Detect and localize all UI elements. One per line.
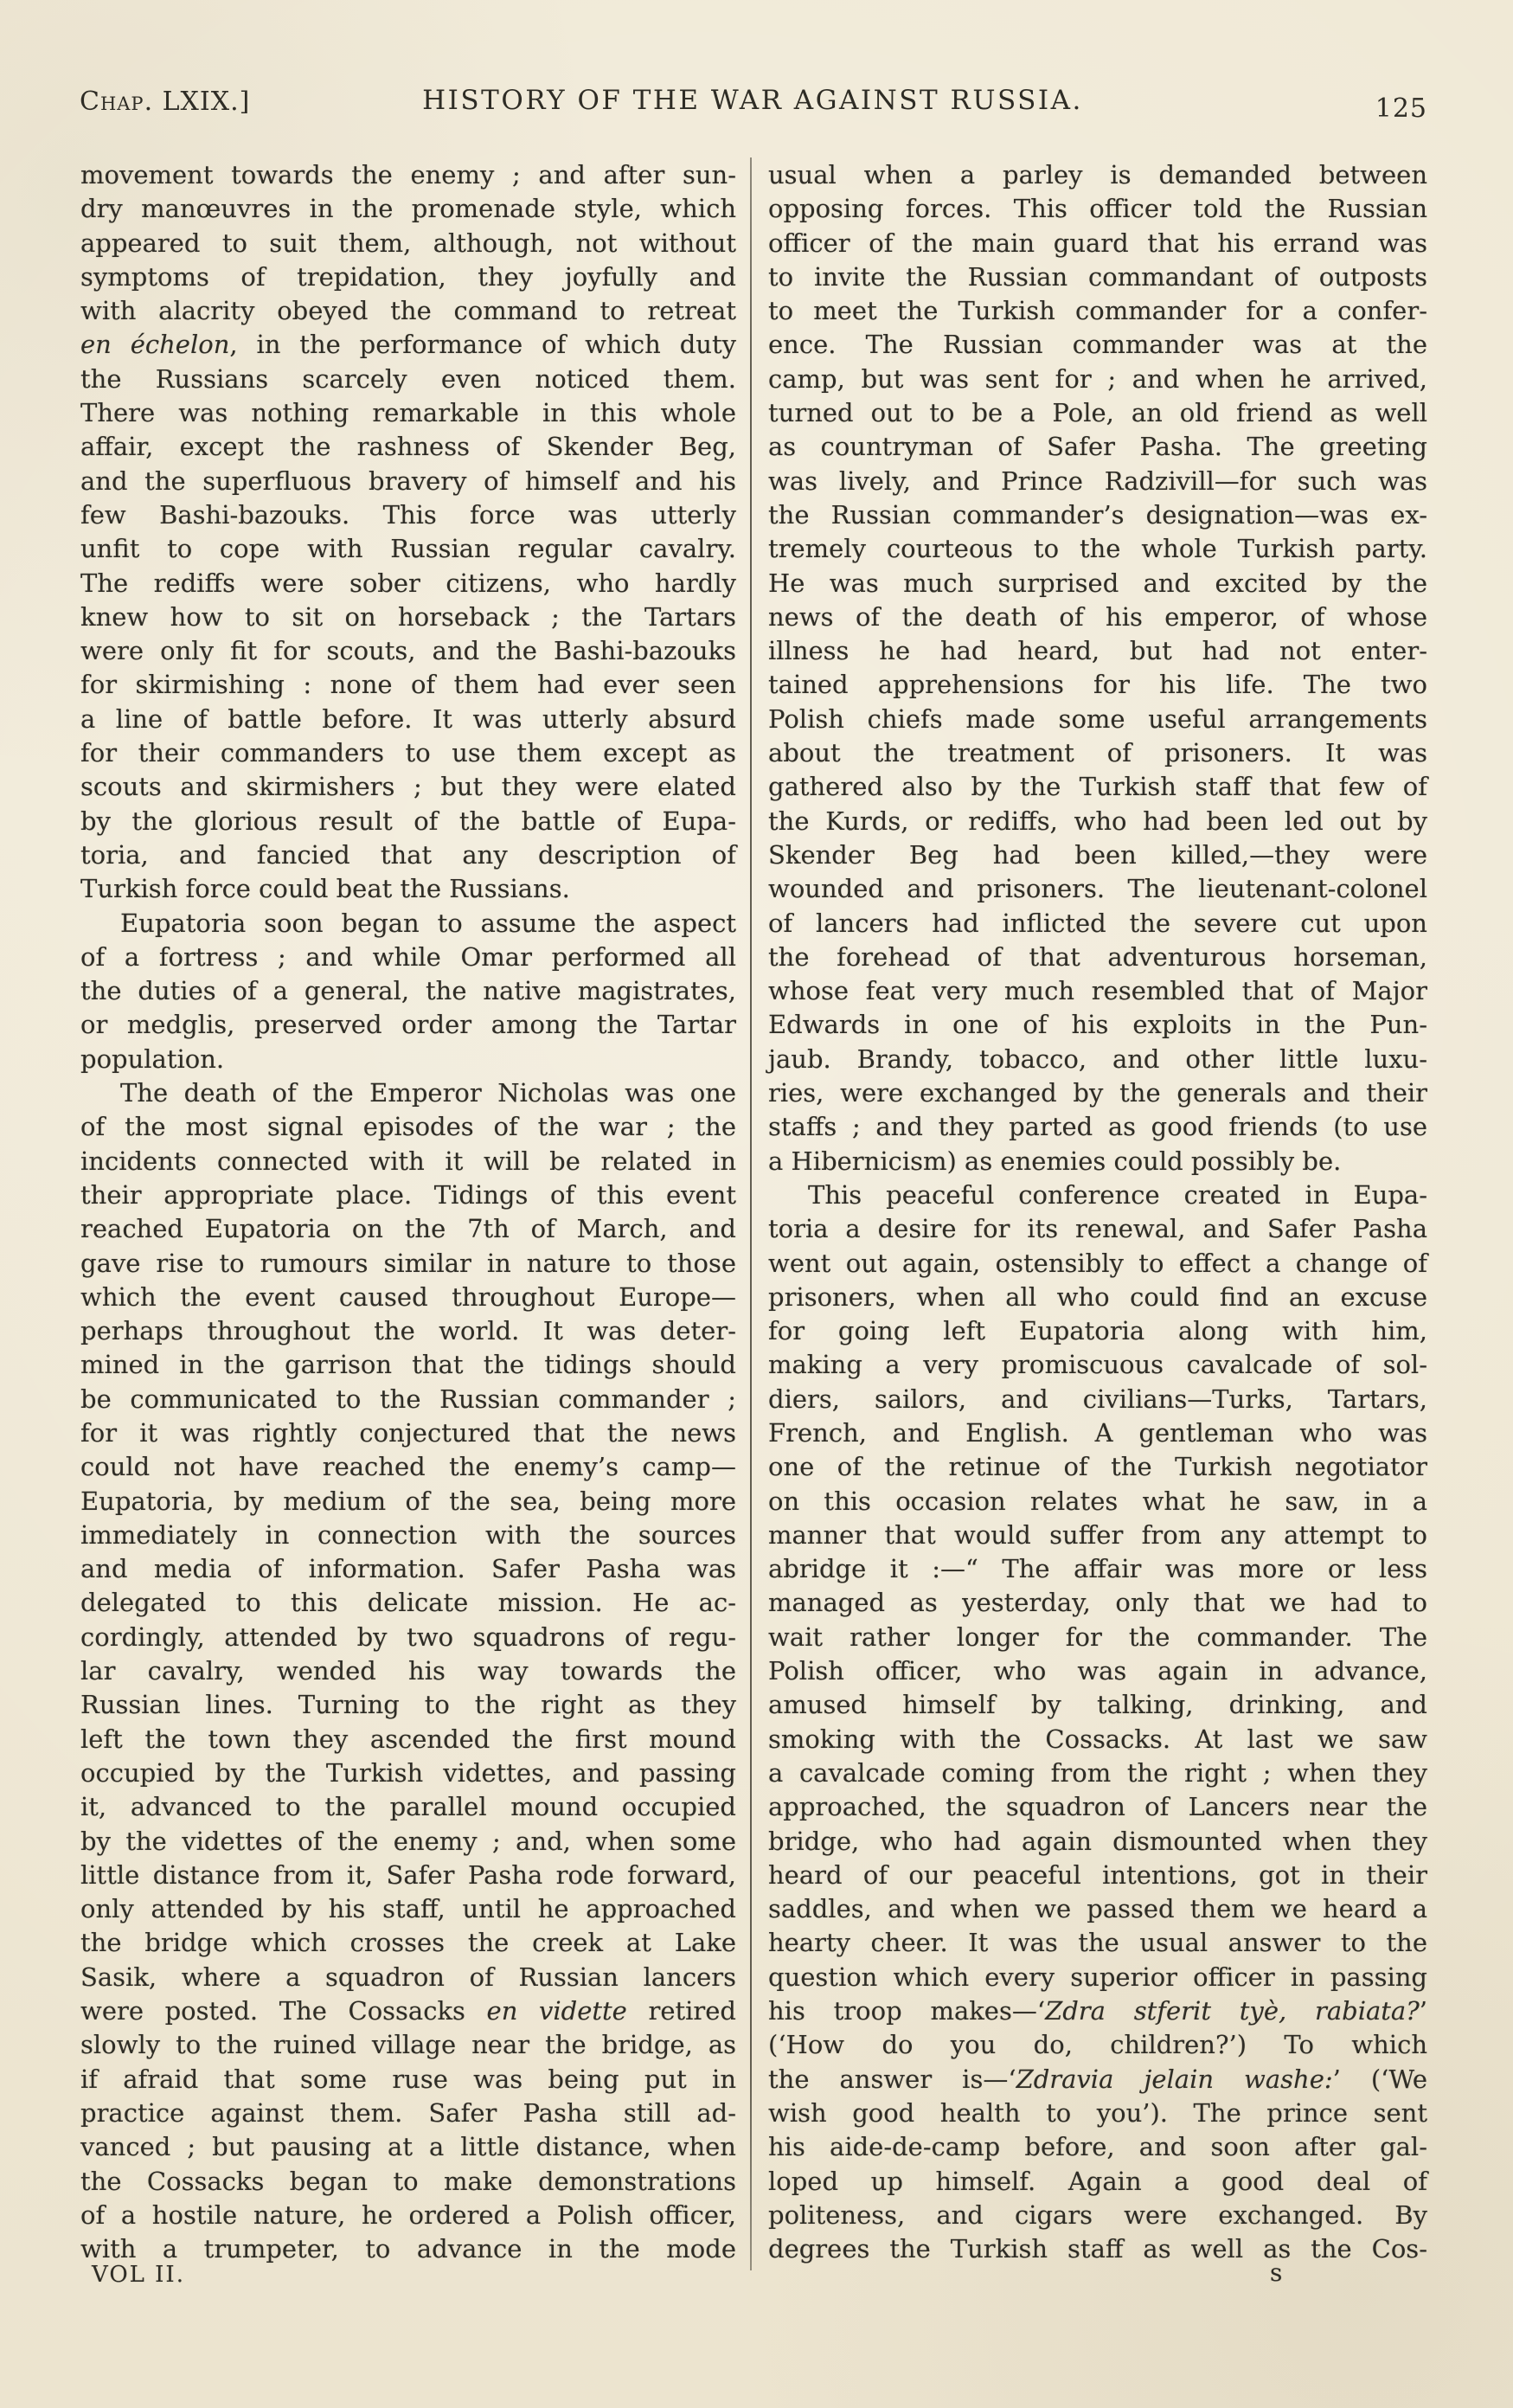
text-line: ries, were exchanged by the generals and their [768, 1078, 1427, 1108]
text-line: politeness, and cigars were exchanged. By [768, 2199, 1427, 2230]
text-line: usual when a parley is demanded between [768, 160, 1427, 189]
text-line: (‘How do you do, children?’) To which [768, 2030, 1427, 2060]
text-line: cordingly, attended by two squadrons of regu- [80, 1621, 736, 1652]
text-line: Russian lines. Turning to the right as they [80, 1690, 736, 1720]
text-line: loped up himself. Again a good deal of [768, 2166, 1427, 2196]
signature-mark: s [1270, 2258, 1283, 2287]
text-line: was lively, and Prince Radzivill—for such was [768, 466, 1427, 496]
text-line: Eupatoria soon began to assume the aspect [120, 908, 736, 938]
text-line: for going left Eupatoria along with him, [768, 1316, 1427, 1346]
text-line: and media of information. Safer Pasha was [80, 1554, 736, 1584]
text-line: for skirmishing : none of them had ever seen [80, 670, 736, 700]
text-line: few Bashi-bazouks. This force was utterly [80, 499, 736, 530]
text-line: the bridge which crosses the creek at Lake [80, 1928, 736, 1958]
text-line: camp, but was sent for ; and when he arrived, [768, 363, 1427, 394]
text-line: approached, the squadron of Lancers near the [768, 1792, 1427, 1822]
text-line: it, advanced to the parallel mound occupied [80, 1792, 736, 1822]
text-line: could not have reached the enemy’s camp— [80, 1452, 736, 1482]
text-line: if afraid that some ruse was being put in [80, 2064, 736, 2094]
text-line: illness he had heard, but had not enter- [768, 636, 1427, 666]
text-line: There was nothing remarkable in this whole [80, 398, 736, 428]
text-line: on this occasion relates what he saw, in a [768, 1486, 1427, 1516]
text-line: as countryman of Safer Pasha. The greeting [768, 432, 1427, 462]
text-line: toria, and fancied that any description of [80, 839, 736, 870]
text-line: whose feat very much resembled that of Major [768, 976, 1427, 1006]
text-line: appeared to suit them, although, not without [80, 228, 736, 258]
text-line: which the event caused throughout Europe— [80, 1281, 736, 1312]
text-line: managed as yesterday, only that we had to [768, 1588, 1427, 1618]
text-line: diers, sailors, and civilians—Turks, Tartars, [768, 1384, 1427, 1414]
text-line: or medglis, preserved order among the Tartar [80, 1010, 736, 1040]
text-line: a cavalcade coming from the right ; when they [768, 1757, 1427, 1788]
text-line: toria a desire for its renewal, and Safer Pasha [768, 1214, 1427, 1244]
text-line: went out again, ostensibly to effect a change of [768, 1248, 1427, 1278]
text-line: occupied by the Turkish videttes, and passing [80, 1757, 736, 1788]
text-line: the Cossacks began to make demonstrations [80, 2166, 736, 2196]
text-line: ence. The Russian commander was at the [768, 330, 1427, 360]
text-line: a Hibernicism) as enemies could possibly be. [768, 1146, 1342, 1176]
text-line: affair, except the rashness of Skender Beg, [80, 432, 736, 462]
text-line: symptoms of trepidation, they joyfully and [80, 261, 736, 292]
text-line: to invite the Russian commandant of outposts [768, 261, 1427, 292]
text-line: French, and English. A gentleman who was [768, 1417, 1427, 1448]
text-line: unfit to cope with Russian regular cavalry. [80, 534, 736, 564]
text-line: wish good health to you’). The prince sent [768, 2097, 1427, 2128]
text-line: tained apprehensions for his life. The two [768, 670, 1427, 700]
text-line: saddles, and when we passed them we heard a [768, 1894, 1427, 1924]
text-line: population. [80, 1043, 225, 1074]
text-line: were only fit for scouts, and the Bashi-bazouks [80, 636, 736, 666]
text-line: for it was rightly conjectured that the news [80, 1417, 736, 1448]
text-line: bridge, who had again dismounted when they [768, 1826, 1427, 1856]
text-line: the Russians scarcely even noticed them. [80, 363, 736, 394]
text-line: to meet the Turkish commander for a confer- [768, 296, 1427, 326]
chapter-label: Chap. LXIX.] [80, 87, 251, 117]
left-text-column [80, 158, 736, 2266]
text-line: gave rise to rumours similar in nature to those [80, 1248, 736, 1278]
text-line: vanced ; but pausing at a little distance, when [80, 2132, 736, 2162]
volume-label: VOL II. [92, 2262, 185, 2288]
text-line: the duties of a general, the native magistrates, [80, 976, 736, 1006]
text-line: degrees the Turkish staff as well as the Cos- [768, 2234, 1427, 2264]
text-line: movement towards the enemy ; and after sun- [80, 160, 736, 189]
text-line: the answer is—‘Zdravia jelain washe:’ (‘We [768, 2064, 1427, 2094]
text-line: of the most signal episodes of the war ; the [80, 1112, 736, 1142]
text-line: abridge it :—“ The affair was more or less [768, 1554, 1427, 1584]
text-line: Turkish force could beat the Russians. [80, 874, 570, 904]
text-line: reached Eupatoria on the 7th of March, and [80, 1214, 736, 1244]
text-line: of a fortress ; and while Omar performed all [80, 941, 736, 972]
text-line: tremely courteous to the whole Turkish party. [768, 534, 1427, 564]
text-line: little distance from it, Safer Pasha rode forward, [80, 1859, 736, 1890]
text-line: making a very promiscuous cavalcade of sol- [768, 1350, 1427, 1380]
text-line: of lancers had inflicted the severe cut upon [768, 908, 1427, 938]
text-line: en échelon, in the performance of which duty [80, 330, 736, 360]
text-line: manner that would suffer from any attempt to [768, 1519, 1427, 1550]
text-line: left the town they ascended the first mound [80, 1724, 736, 1754]
text-line: slowly to the ruined village near the bridge, as [80, 2030, 736, 2060]
text-line: prisoners, when all who could find an excuse [768, 1281, 1427, 1312]
text-line: gathered also by the Turkish staff that few of [768, 772, 1427, 802]
text-line: He was much surprised and excited by the [768, 568, 1427, 598]
text-line: officer of the main guard that his errand was [768, 228, 1427, 258]
text-line: delegated to this delicate mission. He ac- [80, 1588, 736, 1618]
text-line: staffs ; and they parted as good friends (to use [768, 1112, 1427, 1142]
text-line: This peaceful conference created in Eupa- [808, 1179, 1427, 1210]
text-line: wounded and prisoners. The lieutenant-colonel [768, 874, 1427, 904]
column-divider-rule [750, 157, 752, 2270]
text-line: and the superfluous bravery of himself and his [80, 466, 736, 496]
text-line: scouts and skirmishers ; but they were elated [80, 772, 736, 802]
text-line: his troop makes—‘Zdra stferit tyè, rabiata?’ [768, 1996, 1427, 2026]
text-line: his aide-de-camp before, and soon after gal- [768, 2132, 1427, 2162]
text-line: with alacrity obeyed the command to retreat [80, 296, 736, 326]
text-line: the forehead of that adventurous horseman, [768, 941, 1427, 972]
page-number: 125 [1375, 93, 1427, 124]
text-line: about the treatment of prisoners. It was [768, 738, 1427, 768]
text-line: Polish chiefs made some useful arrangements [768, 703, 1427, 734]
text-line: only attended by his staff, until he approached [80, 1894, 736, 1924]
text-line: immediately in connection with the sources [80, 1519, 736, 1550]
text-line: lar cavalry, wended his way towards the [80, 1656, 736, 1686]
text-line: mined in the garrison that the tidings should [80, 1350, 736, 1380]
text-line: the Russian commander’s designation—was ex- [768, 499, 1427, 530]
text-line: heard of our peaceful intentions, got in their [768, 1859, 1427, 1890]
text-line: perhaps throughout the world. It was deter- [80, 1316, 736, 1346]
text-line: Polish officer, who was again in advance, [768, 1656, 1427, 1686]
text-line: by the glorious result of the battle of Eupa- [80, 806, 736, 836]
text-line: news of the death of his emperor, of whose [768, 601, 1427, 632]
text-line: The death of the Emperor Nicholas was one [120, 1078, 736, 1108]
text-line: their appropriate place. Tidings of this event [80, 1179, 736, 1210]
text-line: dry manœuvres in the promenade style, which [80, 194, 736, 224]
text-line: a line of battle before. It was utterly absurd [80, 703, 736, 734]
text-line: Eupatoria, by medium of the sea, being more [80, 1486, 736, 1516]
text-line: hearty cheer. It was the usual answer to the [768, 1928, 1427, 1958]
right-text-column [768, 158, 1427, 2266]
text-line: be communicated to the Russian commander ; [80, 1384, 736, 1414]
text-line: with a trumpeter, to advance in the mode [80, 2234, 736, 2264]
text-line: amused himself by talking, drinking, and [768, 1690, 1427, 1720]
text-line: Edwards in one of his exploits in the Pun- [768, 1010, 1427, 1040]
text-line: of a hostile nature, he ordered a Polish officer, [80, 2199, 736, 2230]
text-line: smoking with the Cossacks. At last we saw [768, 1724, 1427, 1754]
text-line: incidents connected with it will be related in [80, 1146, 736, 1176]
text-line: one of the retinue of the Turkish negotiator [768, 1452, 1427, 1482]
text-line: were posted. The Cossacks en vidette retired [80, 1996, 736, 2026]
text-line: jaub. Brandy, tobacco, and other little luxu- [768, 1043, 1427, 1074]
text-line: wait rather longer for the commander. The [768, 1621, 1427, 1652]
text-line: knew how to sit on horseback ; the Tartars [80, 601, 736, 632]
text-line: by the videttes of the enemy ; and, when some [80, 1826, 736, 1856]
text-line: question which every superior officer in passing [768, 1962, 1427, 1992]
text-line: the Kurds, or rediffs, who had been led out by [768, 806, 1427, 836]
text-line: The rediffs were sober citizens, who hardly [80, 568, 736, 598]
text-line: turned out to be a Pole, an old friend as well [768, 398, 1427, 428]
text-line: Skender Beg had been killed,—they were [768, 839, 1427, 870]
text-line: Sasik, where a squadron of Russian lancers [80, 1962, 736, 1992]
text-line: for their commanders to use them except as [80, 738, 736, 768]
text-line: opposing forces. This officer told the Russian [768, 194, 1427, 224]
text-line: practice against them. Safer Pasha still ad- [80, 2097, 736, 2128]
running-title: HISTORY OF THE WAR AGAINST RUSSIA. [422, 85, 1083, 116]
